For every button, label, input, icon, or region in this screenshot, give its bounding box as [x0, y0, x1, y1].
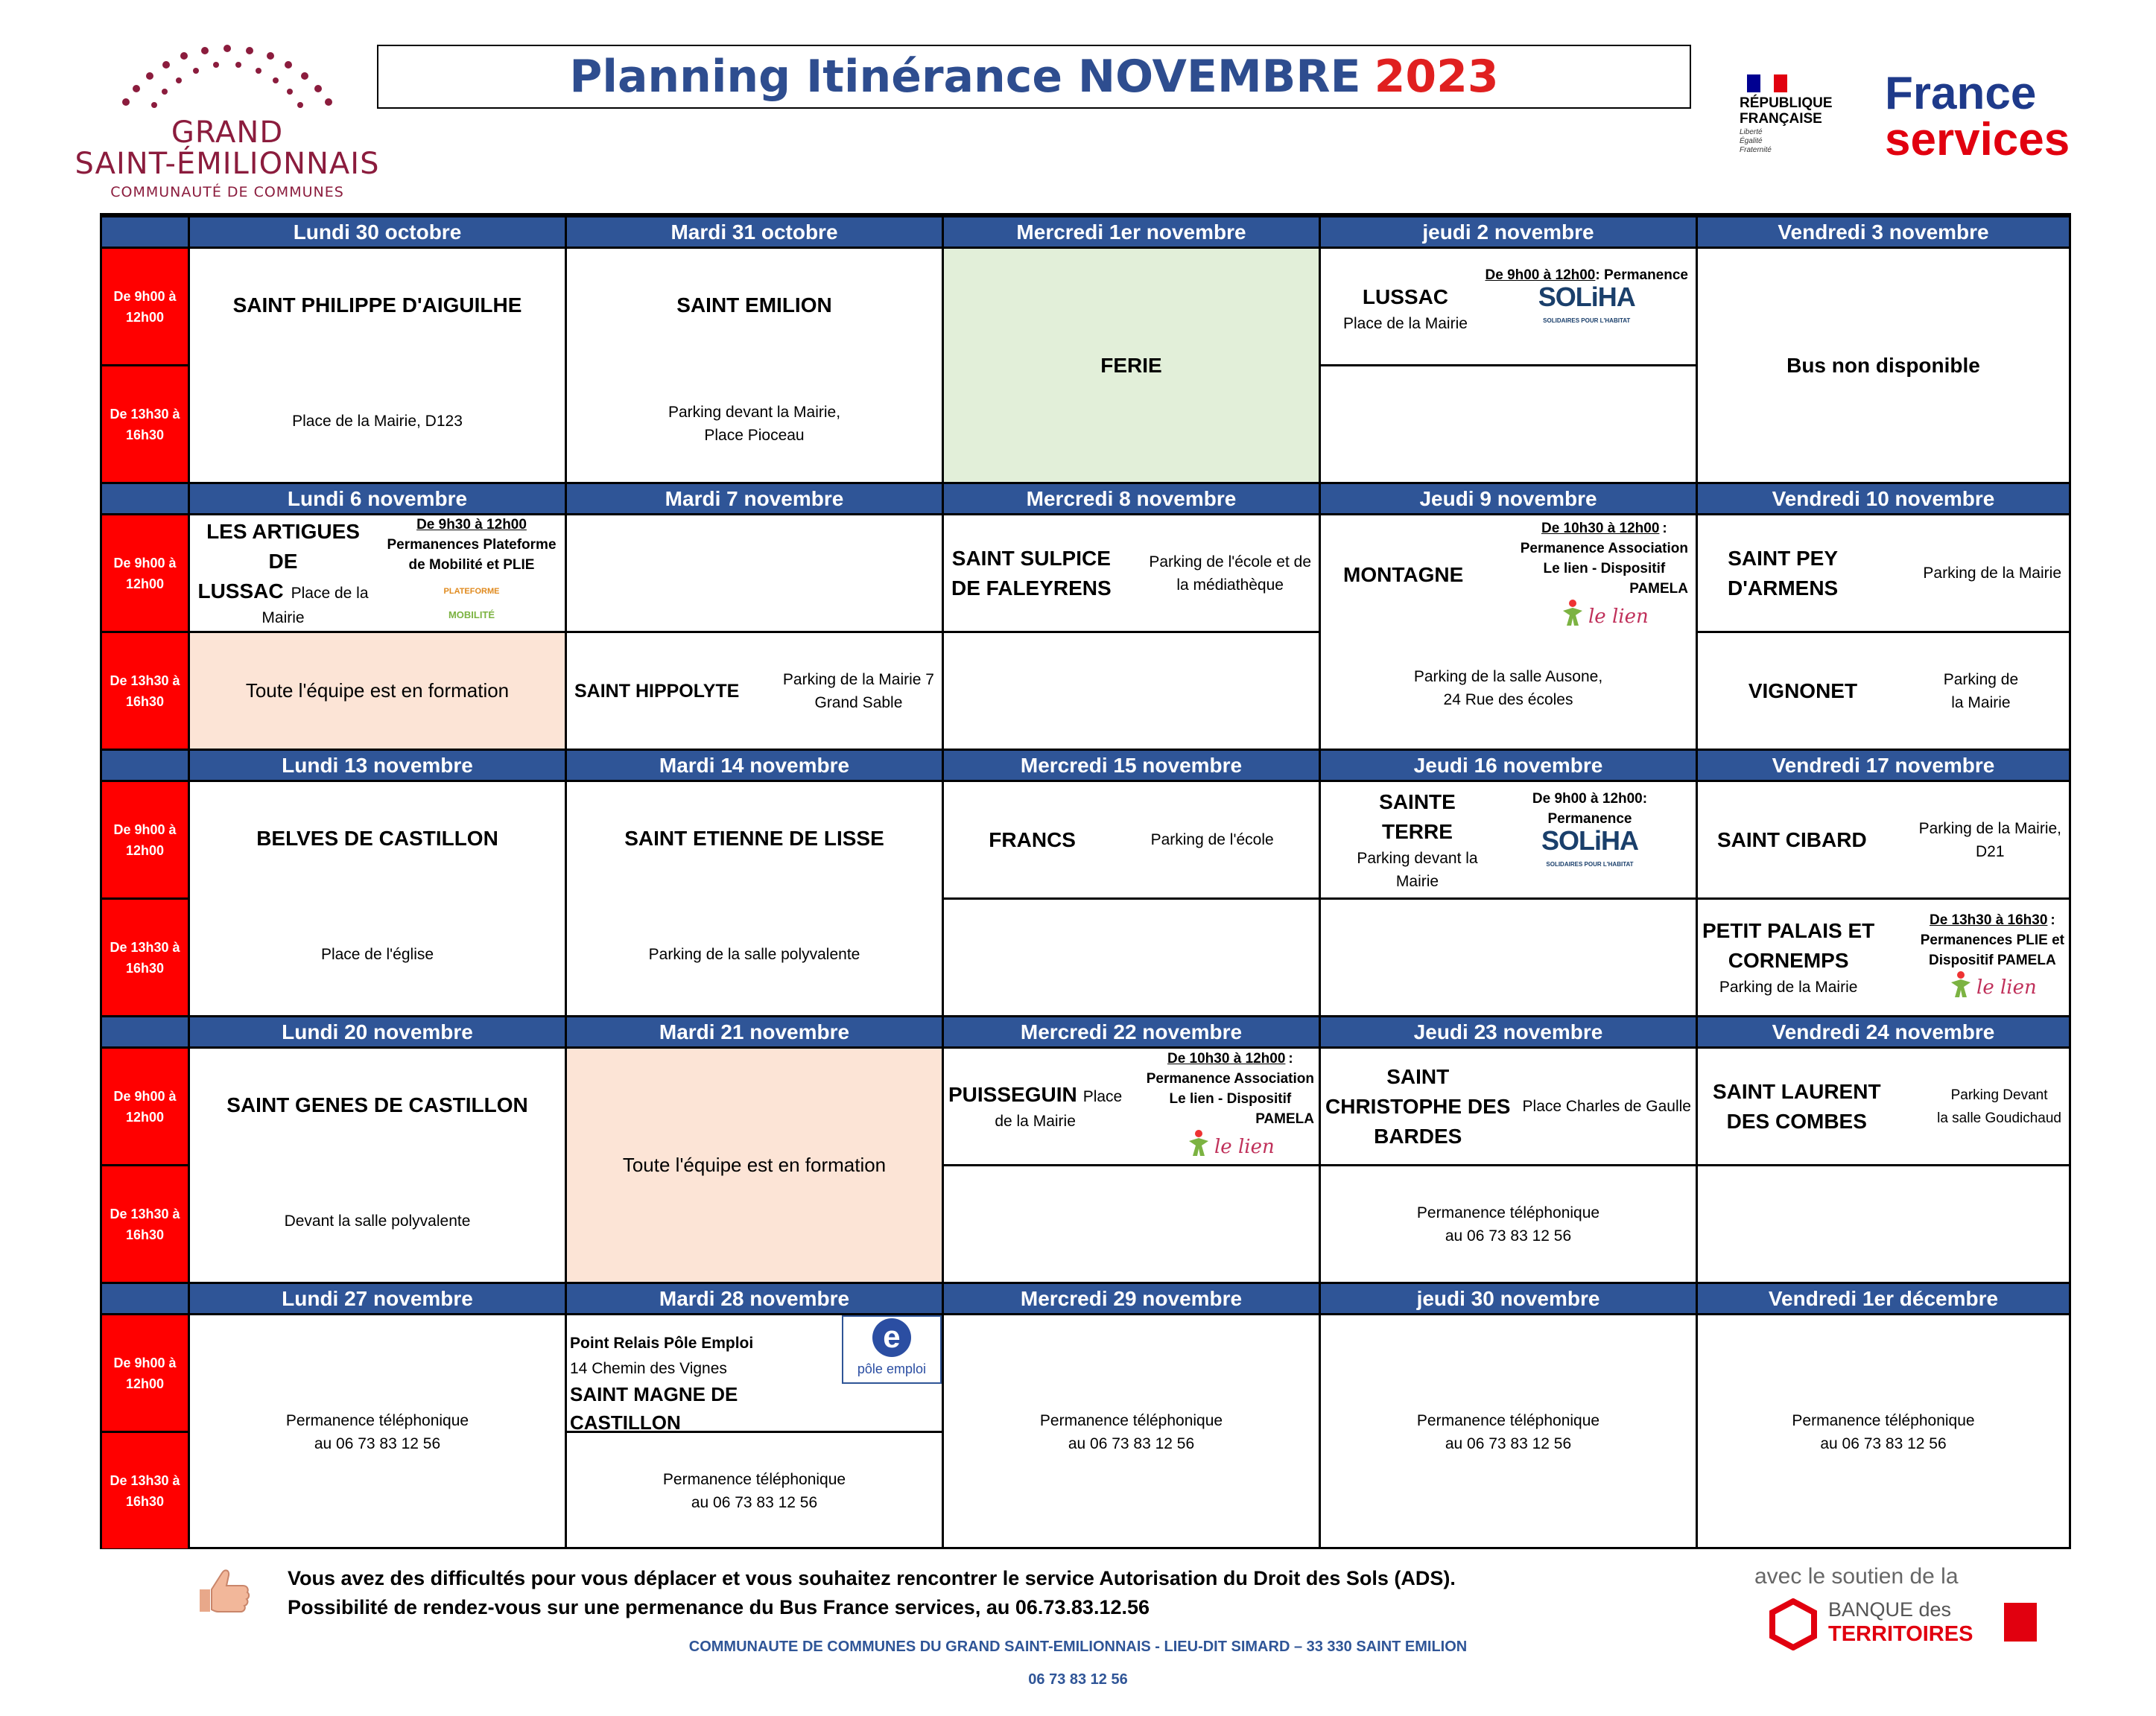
location-name: LUSSAC — [197, 579, 284, 603]
day-cell-fri-1-dec — [1698, 1313, 2071, 1548]
phone-number: au 06 73 83 12 56 — [1445, 1434, 1572, 1452]
permanence-text: Permanences Plateforme — [387, 537, 557, 553]
location-address: Parking de la Mairie 7 — [782, 670, 934, 688]
cell-content — [948, 1080, 1122, 1110]
le-lien-logo — [1560, 599, 1649, 634]
grand-saint-emilionnais-logo — [71, 41, 384, 212]
cell-content — [1328, 665, 1688, 711]
location-address: Mairie — [261, 609, 305, 626]
cell-content — [663, 1468, 846, 1514]
footer-line2: Possibilité de rendez-vous sur une permenance du Bus France services, au 06.73.83.12.56 — [288, 1596, 1150, 1618]
cell-content — [197, 576, 369, 606]
cell-content — [1728, 544, 1838, 603]
phone-permanence: Permanence téléphonique — [1416, 1204, 1600, 1221]
location-address: Place de l'église — [320, 946, 434, 963]
day-cell-wed-22-nov-pm — [944, 1164, 1321, 1282]
time-slot-afternoon: De 13h30 à 16h30 — [102, 364, 190, 482]
day-header: Lundi 13 novembre — [190, 749, 567, 780]
pole-emploi-text: pôle emploi — [857, 1361, 926, 1376]
location-name: CHRISTOPHE DES — [1325, 1094, 1511, 1118]
cell-content — [1792, 1409, 1974, 1455]
day-cell-fri-3-nov — [1698, 247, 2071, 482]
plateforme-logo-line1: PLATEFORME — [443, 587, 500, 596]
logo-dots-icon — [71, 41, 384, 115]
location-name: SAINT EMILION — [676, 293, 832, 317]
phone-permanence: Permanence téléphonique — [1792, 1411, 1975, 1429]
location-name: SAINT SULPICE — [951, 546, 1111, 570]
permanence-time: De 10h30 à 12h00 — [1541, 521, 1660, 536]
permanence-info — [1930, 910, 2055, 930]
location-address: Place de la Mairie — [1343, 315, 1468, 332]
time-slot-morning: De 9h00 à 12h00 — [102, 513, 190, 631]
location-name: SAINT LAURENT — [1713, 1079, 1881, 1103]
permanence-text: : — [1662, 521, 1667, 536]
page-title-year: 2023 — [1374, 51, 1499, 103]
footer-line1: Vous avez des difficultés pour vous déplacer et vous souhaitez rencontrer le service Autorisation du Droit des Sols (ADS). — [288, 1567, 1456, 1589]
permanence-info — [1541, 518, 1667, 538]
republique-flag-icon — [1747, 74, 1787, 92]
ferie-label: FERIE — [1100, 353, 1162, 377]
location-name: SAINT HIPPOLYTE — [574, 680, 740, 702]
footer-phone: 06 73 83 12 56 — [1028, 1671, 1128, 1688]
day-header: Vendredi 10 novembre — [1698, 482, 2071, 513]
day-header: Mardi 14 novembre — [567, 749, 944, 780]
time-slot-afternoon: De 13h30 à 16h30 — [102, 1431, 190, 1548]
permanence-text: de Mobilité et PLIE — [408, 557, 535, 573]
permanence-info — [1491, 789, 1688, 829]
day-cell-thu-9-nov — [1321, 513, 1698, 749]
location-name: SAINTE TERRE — [1379, 789, 1456, 843]
phone-permanence: Permanence téléphonique — [1416, 1411, 1600, 1429]
bus-unavailable-label: Bus non disponible — [1786, 353, 1980, 377]
day-cell-wed-29-nov — [944, 1313, 1321, 1548]
footer-address: COMMUNAUTE DE COMMUNES DU GRAND SAINT-EMILIONNAIS - LIEU-DIT SIMARD – 33 330 SAINT EMILION — [688, 1639, 1468, 1655]
le-lien-figure-icon — [1560, 599, 1585, 634]
caisse-depots-icon — [2004, 1603, 2037, 1642]
week-header-corner — [102, 215, 190, 247]
day-header: Mardi 21 novembre — [567, 1015, 944, 1046]
cell-content — [1343, 787, 1491, 893]
motto-liberte: Liberté — [1740, 128, 1763, 136]
permanence-text: Le lien - Dispositif — [1169, 1091, 1292, 1107]
time-slot-morning: De 9h00 à 12h00 — [102, 780, 190, 897]
week-header-corner — [102, 482, 190, 513]
pole-emploi-logo — [842, 1315, 942, 1384]
location-name: SAINT — [1386, 1064, 1450, 1088]
cell-content — [1491, 789, 1688, 877]
plateforme-mobilite-logo — [444, 579, 500, 627]
rf-line1: RÉPUBLIQUE — [1740, 95, 1833, 111]
motto-egalite: Égalité — [1740, 137, 1763, 145]
day-cell-mon-30-oct — [190, 247, 567, 482]
day-cell-tue-28-nov-pm — [567, 1431, 944, 1548]
day-header: Lundi 30 octobre — [190, 215, 567, 247]
day-cell-mon-6-nov-pm — [190, 631, 567, 749]
day-cell-wed-1-nov-ferie — [944, 247, 1321, 482]
cell-content — [951, 544, 1112, 603]
day-header: Mercredi 1er novembre — [944, 215, 1321, 247]
soliha-logo — [1538, 282, 1635, 333]
cell-content — [1149, 550, 1311, 597]
day-cell-thu-16-nov-am — [1321, 780, 1698, 897]
day-header: Lundi 27 novembre — [190, 1282, 567, 1313]
permanence-time: De 9h30 à 12h00 — [416, 517, 527, 533]
day-header: Vendredi 3 novembre — [1698, 215, 2071, 247]
bdt-line1: BANQUE des — [1828, 1598, 1952, 1621]
permanence-info — [1167, 1049, 1293, 1069]
permanence-text: Permanence Association — [1146, 1071, 1314, 1087]
permanence-time: De 13h30 à 16h30 — [1929, 912, 2048, 928]
day-cell-wed-15-nov-pm — [944, 897, 1321, 1015]
location-address: Place de la Mairie, D123 — [292, 413, 463, 430]
thumbs-up-icon — [195, 1567, 253, 1616]
week-header-corner — [102, 749, 190, 780]
cell-content — [1521, 518, 1688, 634]
location-name: PETIT PALAIS ET — [1702, 919, 1875, 942]
motto-fraternite: Fraternité — [1740, 146, 1772, 154]
location-address: Parking de l'école et de — [1149, 553, 1311, 571]
day-cell-mon-6-nov-am — [190, 513, 567, 631]
day-cell-thu-2-nov-pm — [1321, 364, 1698, 482]
location-name: SAINT CIBARD — [1717, 827, 1867, 851]
location-address: de la Mairie — [995, 1113, 1076, 1130]
day-cell-thu-23-nov-pm — [1321, 1164, 1698, 1282]
cell-content — [197, 785, 557, 1012]
day-header: Mercredi 29 novembre — [944, 1282, 1321, 1313]
cell-content — [948, 1080, 1122, 1133]
location-name: SAINT PHILIPPE D'AIGUILHE — [232, 293, 522, 317]
cell-content — [386, 515, 557, 627]
day-cell-tue-14-nov — [567, 780, 944, 1015]
location-name: VIGNONET — [1748, 679, 1858, 702]
day-header: Jeudi 23 novembre — [1321, 1015, 1698, 1046]
day-header: Mercredi 8 novembre — [944, 482, 1321, 513]
logo-line-communaute: COMMUNAUTÉ DE COMMUNES — [110, 184, 344, 200]
permanence-text: Permanences PLIE et — [1920, 932, 2064, 948]
le-lien-logo — [1948, 970, 2037, 1005]
permanence-info — [416, 515, 527, 535]
location-address: Parking de la salle polyvalente — [648, 946, 860, 963]
formation-label: Toute l'équipe est en formation — [245, 679, 510, 702]
day-header: Mercredi 15 novembre — [944, 749, 1321, 780]
time-slot-morning: De 9h00 à 12h00 — [102, 1313, 190, 1431]
day-cell-wed-15-nov-am — [944, 780, 1321, 897]
logo-line-saint-emilionnais: SAINT-ÉMILIONNAIS — [74, 147, 380, 181]
location-name: SAINT PEY — [1728, 546, 1839, 570]
cell-content — [197, 252, 557, 479]
week-header-corner — [102, 1282, 190, 1313]
time-slot-morning: De 9h00 à 12h00 — [102, 1046, 190, 1164]
location-address: Parking de la salle Ausone, — [1413, 668, 1603, 685]
republique-francaise-text — [1740, 95, 1833, 127]
soliha-text: SOLiHA — [1541, 824, 1638, 856]
location-name: DES COMBES — [1726, 1109, 1867, 1133]
day-header: jeudi 2 novembre — [1321, 215, 1698, 247]
day-header: Lundi 20 novembre — [190, 1015, 567, 1046]
location-address: Parking de la Mairie, — [1918, 819, 2061, 837]
day-cell-fri-10-nov-pm — [1698, 631, 2071, 749]
day-cell-mon-27-nov — [190, 1313, 567, 1548]
day-cell-fri-10-nov-am — [1698, 513, 2071, 631]
cell-content — [197, 1052, 557, 1279]
location-address: la Mairie — [1951, 693, 2011, 711]
day-header: Vendredi 17 novembre — [1698, 749, 2071, 780]
bdt-hexagon-icon — [1767, 1598, 1819, 1650]
cell-content — [1325, 1062, 1510, 1151]
location-address: Place Pioceau — [704, 427, 805, 444]
permanence-text: Dispositif PAMELA — [1929, 952, 2056, 968]
location-name: SAINT MAGNE DE CASTILLON — [570, 1383, 738, 1434]
cell-content — [197, 517, 369, 629]
soliha-subtitle: SOLIDAIRES POUR L'HABITAT — [1543, 317, 1631, 324]
location-address: D21 — [1976, 842, 2005, 860]
permanence-text: : — [1288, 1051, 1293, 1067]
permanence-time: De 10h30 à 12h00 — [1167, 1051, 1286, 1067]
cell-content — [286, 1409, 469, 1455]
time-slot-afternoon: De 13h30 à 16h30 — [102, 631, 190, 749]
location-address: Parking devant la — [1357, 849, 1478, 867]
location-address: Grand Sable — [814, 693, 903, 711]
page-title — [377, 45, 1691, 109]
cell-content — [1713, 1077, 1881, 1137]
location-name: D'ARMENS — [1728, 576, 1839, 600]
day-cell-wed-22-nov-am — [944, 1046, 1321, 1164]
logo-line-grand: GRAND — [171, 115, 284, 150]
cell-content — [783, 668, 934, 714]
day-header: Mercredi 22 novembre — [944, 1015, 1321, 1046]
day-cell-thu-2-nov-am — [1321, 247, 1698, 364]
location-name: PUISSEGUIN — [948, 1083, 1077, 1106]
location-name: SAINT ETIENNE DE LISSE — [624, 827, 884, 850]
day-cell-fri-17-nov-pm — [1698, 897, 2071, 1015]
day-cell-thu-30-nov — [1321, 1313, 1698, 1548]
cell-content — [1486, 265, 1689, 333]
page-title-text: Planning Itinérance NOVEMBRE — [569, 51, 1361, 103]
day-cell-mon-20-nov — [190, 1046, 567, 1282]
cell-content — [574, 785, 934, 1012]
le-lien-text: le lien — [1214, 1135, 1275, 1158]
phone-permanence: Permanence téléphonique — [1039, 1411, 1223, 1429]
banque-des-territoires-logo — [1767, 1595, 2050, 1655]
le-lien-text: le lien — [1976, 976, 2037, 999]
location-address: Parking devant la Mairie, — [668, 404, 841, 421]
le-lien-figure-icon — [1186, 1129, 1211, 1164]
day-header: Mardi 28 novembre — [567, 1282, 944, 1313]
cell-content — [1937, 1084, 2061, 1130]
soliha-subtitle: SOLIDAIRES POUR L'HABITAT — [1546, 860, 1634, 868]
time-slot-afternoon: De 13h30 à 16h30 — [102, 1164, 190, 1282]
location-name: CORNEMPS — [1728, 949, 1849, 972]
permanence-text: : Permanence — [1595, 267, 1688, 283]
location-name: SAINT GENES DE CASTILLON — [226, 1093, 528, 1116]
day-cell-tue-7-nov-am — [567, 513, 944, 631]
day-cell-mon-13-nov — [190, 780, 567, 1015]
day-cell-wed-8-nov-pm — [944, 631, 1321, 749]
cell-content — [1417, 1201, 1599, 1248]
day-cell-fri-24-nov-pm — [1698, 1164, 2071, 1282]
france-services-line1: France — [1885, 68, 2037, 119]
location-address: la médiathèque — [1176, 576, 1284, 594]
day-cell-tue-7-nov-pm — [567, 631, 944, 749]
location-address: Parking de l'école — [1150, 831, 1274, 848]
permanence-text: : — [2050, 912, 2055, 928]
day-cell-tue-21-nov — [567, 1046, 944, 1282]
permanence-text: Le lien - Dispositif — [1543, 561, 1666, 576]
day-header: Mardi 7 novembre — [567, 482, 944, 513]
cell-content — [1147, 1049, 1314, 1164]
day-cell-tue-31-oct — [567, 247, 944, 482]
le-lien-logo — [1186, 1129, 1275, 1164]
location-name: LES ARTIGUES DE — [206, 520, 360, 573]
republique-motto — [1740, 128, 1772, 155]
cell-content — [1417, 1409, 1599, 1455]
day-header: Mardi 31 octobre — [567, 215, 944, 247]
phone-permanence: Permanence téléphonique — [285, 1411, 469, 1429]
day-header: Jeudi 16 novembre — [1321, 749, 1698, 780]
location-name: MONTAGNE — [1343, 563, 1464, 586]
day-cell-fri-24-nov-am — [1698, 1046, 2071, 1164]
location-name: BARDES — [1374, 1124, 1462, 1148]
week-header-corner — [102, 1015, 190, 1046]
location-address: Parking de la Mairie — [1719, 979, 1858, 996]
formation-label: Toute l'équipe est en formation — [622, 1154, 887, 1176]
location-address: Parking Devant — [1950, 1087, 2048, 1103]
location-name: DE FALEYRENS — [951, 576, 1112, 600]
location-address: Devant la salle polyvalente — [284, 1213, 471, 1230]
cell-content — [1702, 916, 1874, 999]
phone-number: au 06 73 83 12 56 — [1068, 1434, 1195, 1452]
cell-content — [570, 1315, 842, 1437]
permanence-time: De 9h00 à 12h00 — [1485, 267, 1596, 283]
day-cell-thu-23-nov-am — [1321, 1046, 1698, 1164]
location-address: Place — [1082, 1088, 1123, 1105]
phone-number: au 06 73 83 12 56 — [314, 1434, 441, 1452]
phone-number: au 06 73 83 12 56 — [1820, 1434, 1947, 1452]
permanence-text: Permanence Association — [1520, 541, 1688, 556]
le-lien-figure-icon — [1948, 970, 1973, 1005]
day-cell-wed-8-nov-am — [944, 513, 1321, 631]
permanence-text: PAMELA — [1629, 581, 1688, 597]
cell-content — [1944, 668, 2018, 714]
soliha-text: SOLiHA — [1538, 282, 1635, 312]
location-address: Mairie — [1395, 872, 1439, 890]
location-name: BELVES DE CASTILLON — [256, 827, 498, 850]
time-slot-afternoon: De 13h30 à 16h30 — [102, 897, 190, 1015]
cell-content — [1328, 518, 1688, 634]
permanence-text: : Permanence — [1547, 790, 1648, 827]
day-header: Vendredi 24 novembre — [1698, 1015, 2071, 1046]
permanence-time: De 9h00 à 12h00 — [1532, 790, 1643, 807]
day-cell-thu-16-nov-pm — [1321, 897, 1698, 1015]
soliha-logo — [1541, 824, 1638, 877]
relay-title: Point Relais Pôle Emploi — [570, 1335, 754, 1352]
le-lien-text: le lien — [1588, 605, 1649, 628]
support-text: avec le soutien de la — [1754, 1564, 1959, 1589]
location-address: Parking de — [1943, 670, 2019, 688]
location-name: LUSSAC — [1362, 285, 1449, 308]
france-services-line2: services — [1885, 114, 2070, 165]
footer-ads-note — [288, 1564, 1456, 1622]
cell-content — [1919, 817, 2061, 863]
location-address: Place de la — [291, 585, 369, 602]
rf-line2: FRANÇAISE — [1740, 111, 1822, 127]
phone-number: au 06 73 83 12 56 — [1445, 1227, 1572, 1245]
day-cell-fri-17-nov-am — [1698, 780, 2071, 897]
location-address: la salle Goudichaud — [1937, 1110, 2061, 1126]
pole-emploi-icon: e — [872, 1318, 911, 1357]
bdt-line2: TERRITOIRES — [1828, 1622, 1973, 1646]
phone-permanence: Permanence téléphonique — [662, 1470, 846, 1488]
cell-content — [1343, 282, 1468, 335]
plateforme-logo-line2: MOBILITÉ — [448, 609, 495, 620]
cell-content — [574, 252, 934, 479]
cell-content — [1040, 1409, 1223, 1455]
cell-content — [1921, 910, 2064, 1005]
phone-number: au 06 73 83 12 56 — [691, 1493, 818, 1511]
day-header: Vendredi 1er décembre — [1698, 1282, 2071, 1313]
day-header: Jeudi 9 novembre — [1321, 482, 1698, 513]
location-address: 24 Rue des écoles — [1443, 691, 1573, 708]
day-cell-tue-28-nov-am — [567, 1313, 944, 1434]
location-name: FRANCS — [989, 827, 1076, 851]
schedule-grid — [100, 213, 2071, 1549]
time-slot-morning: De 9h00 à 12h00 — [102, 247, 190, 364]
day-header: jeudi 30 novembre — [1321, 1282, 1698, 1313]
location-address: Place Charles de Gaulle — [1522, 1098, 1691, 1115]
relay-address: 14 Chemin des Vignes — [570, 1360, 727, 1377]
day-header: Lundi 6 novembre — [190, 482, 567, 513]
permanence-text: PAMELA — [1255, 1111, 1314, 1127]
location-address: Parking de la Mairie — [1923, 565, 2061, 582]
